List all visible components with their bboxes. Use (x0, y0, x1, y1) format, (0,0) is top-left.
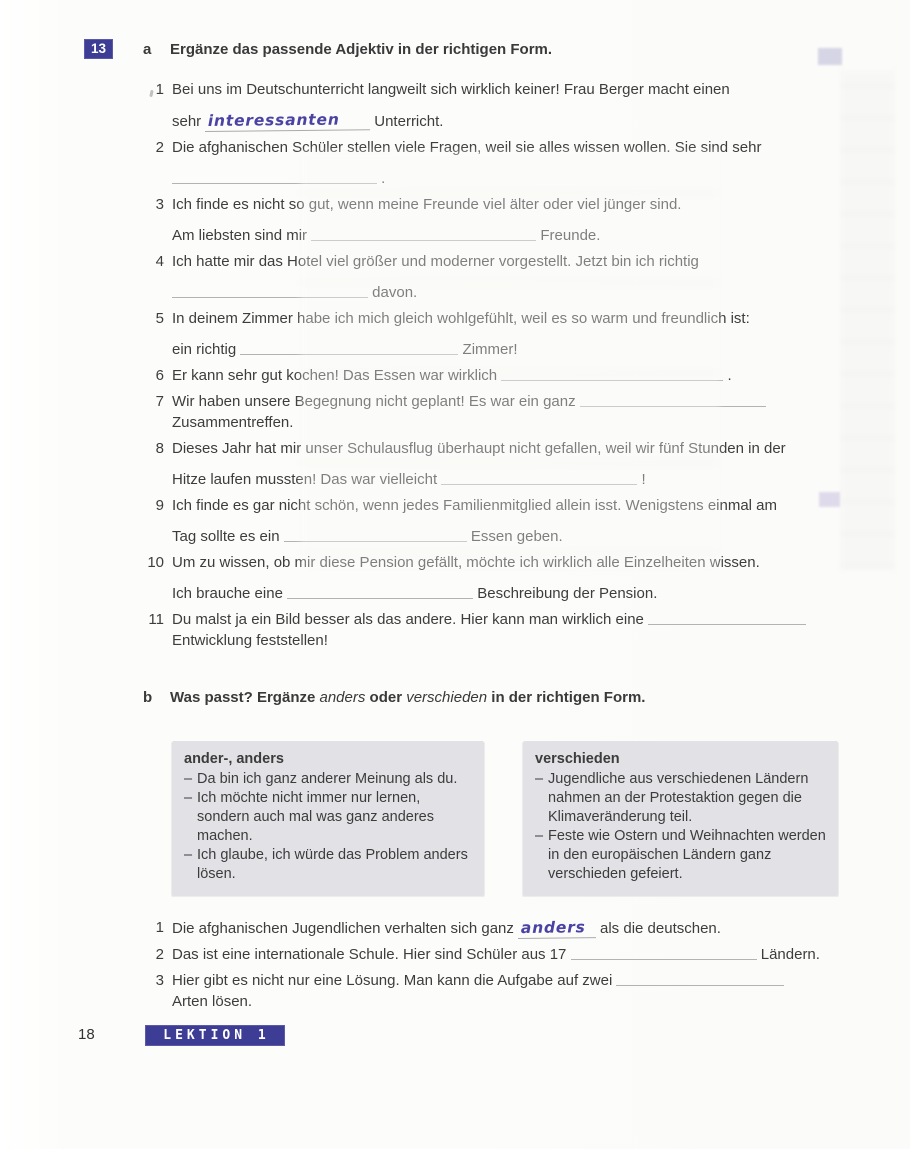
bullet-dash: – (184, 771, 193, 787)
section-title: Ergänze das passende Adjektiv in der richtigen Form. (170, 41, 553, 58)
item-number: 1 (155, 81, 164, 98)
text-segment: Die afghanischen Schüler stellen viele Fragen, weil sie alles wissen wollen. Sie sind sehr (172, 139, 762, 156)
text-segment: Ich brauche eine (172, 585, 288, 602)
item-line (172, 945, 858, 965)
exercise-item (143, 366, 858, 386)
handwritten-answer: anders (518, 917, 596, 939)
italic-word: verschieden (406, 689, 488, 706)
item-number: 2 (155, 139, 164, 156)
item-body (172, 496, 858, 547)
item-line (172, 553, 858, 573)
text-segment: Ländern. (756, 946, 820, 963)
item-body (172, 918, 858, 939)
exercise-item (143, 252, 858, 303)
item-body (172, 195, 858, 246)
answer-blank (287, 584, 473, 599)
section-title (170, 688, 858, 708)
text-segment: Am liebsten sind mir (172, 227, 312, 244)
item-number: 3 (155, 196, 164, 213)
item-line (172, 992, 858, 1012)
bullet-dash: – (184, 847, 193, 863)
exercise-item (143, 496, 858, 547)
text-segment: davon. (368, 284, 418, 301)
item-line (172, 631, 858, 651)
text-segment: Entwicklung feststellen! (172, 632, 328, 649)
item-body (172, 392, 858, 433)
text-segment: . (377, 170, 386, 187)
text-segment: Wir haben unsere Begegnung nicht geplant! Es war ein ganz (172, 393, 580, 410)
item-line (172, 470, 858, 490)
grammar-box (172, 741, 484, 896)
text-segment: Hitze laufen mussten! Das war vielleicht (172, 471, 442, 488)
item-line (172, 584, 858, 604)
text-segment: Essen geben. (466, 528, 563, 545)
section-b-items (143, 918, 858, 1012)
answer-blank (580, 392, 766, 407)
text-segment: als die deutschen. (595, 920, 721, 937)
text-segment: ! (637, 471, 646, 488)
answer-blank (172, 169, 377, 184)
item-number: 1 (155, 919, 164, 936)
item-line (172, 971, 858, 991)
item-body (172, 366, 858, 386)
item-line (172, 610, 858, 630)
bullet-text: Ich möchte nicht immer nur lernen, sondern auch mal was ganz anderes machen. (197, 790, 434, 844)
item-line (172, 309, 858, 329)
item-number: 11 (148, 611, 164, 628)
item-number: 8 (155, 440, 164, 457)
text-segment: Tag sollte es ein (172, 528, 284, 545)
item-line (172, 413, 858, 433)
item-line (172, 918, 858, 939)
item-body (172, 138, 858, 189)
text-segment: Das ist eine internationale Schule. Hier sind Schüler aus 17 (172, 946, 571, 963)
text-segment: Ich finde es gar nicht schön, wenn jedes Familienmitglied allein isst. Wenigstens einmal am (172, 497, 778, 514)
section-a-heading (143, 40, 858, 60)
text-segment: . (723, 367, 732, 384)
item-number: 9 (155, 497, 164, 514)
italic-word: anders (319, 689, 366, 706)
answer-blank (240, 340, 458, 355)
text-segment: Um zu wissen, ob mir diese Pension gefällt, möchte ich wirklich alle Einzelheiten wissen. (172, 554, 760, 571)
item-line (172, 195, 858, 215)
grammar-box-title: verschieden (535, 751, 620, 767)
bullet-text: Feste wie Ostern und Weihnachten werden in den europäischen Ländern ganz verschieden gefeiert. (548, 828, 826, 882)
exercise-item (143, 971, 858, 1012)
text-segment: Freunde. (536, 227, 601, 244)
section-letter: a (143, 41, 152, 58)
item-line (172, 226, 858, 246)
text-segment: Du malst ja ein Bild besser als das andere. Hier kann man wirklich eine (172, 611, 649, 628)
section-b (143, 688, 858, 1018)
item-line (172, 283, 858, 303)
item-body (172, 252, 858, 303)
text-segment: Ich finde es nicht so gut, wenn meine Freunde viel älter oder viel jünger sind. (172, 196, 682, 213)
item-line (172, 111, 858, 132)
item-line (172, 527, 858, 547)
text-segment: Zimmer! (458, 341, 518, 358)
text-segment: Ich hatte mir das Hotel viel größer und moderner vorgestellt. Jetzt bin ich richtig (172, 253, 699, 270)
grammar-boxes (172, 741, 858, 896)
text-segment: In deinem Zimmer habe ich mich gleich wohlgefühlt, weil es so warm und freundlich ist: (172, 310, 750, 327)
exercise-item (143, 610, 858, 651)
item-line (172, 439, 858, 459)
answer-blank (284, 527, 467, 542)
item-body (172, 610, 858, 651)
text-segment: Die afghanischen Jugendlichen verhalten sich ganz (172, 920, 519, 937)
grammar-example (535, 770, 826, 827)
exercise-item (143, 309, 858, 360)
section-a-items (143, 80, 858, 651)
item-line (172, 252, 858, 272)
answer-blank (311, 226, 536, 241)
item-line (172, 366, 858, 386)
answer-blank (648, 610, 806, 625)
answer-blank (441, 470, 637, 485)
answer-blank (571, 945, 757, 960)
grammar-example (535, 827, 826, 884)
grammar-example (184, 846, 472, 884)
answer-blank (501, 366, 723, 381)
item-number: 4 (155, 253, 164, 270)
grammar-example (184, 789, 472, 846)
exercise-item (143, 392, 858, 433)
bullet-text: Da bin ich ganz anderer Meinung als du. (197, 771, 458, 787)
item-body (172, 945, 858, 965)
item-number: 2 (155, 946, 164, 963)
item-line (172, 138, 858, 158)
answer-blank (172, 283, 368, 298)
item-number: 6 (155, 367, 164, 384)
exercise-item (143, 80, 858, 132)
item-number: 7 (155, 393, 164, 410)
item-line (172, 496, 858, 516)
section-a (143, 40, 858, 657)
text-segment: Bei uns im Deutschunterricht langweilt sich wirklich keiner! Frau Berger macht einen (172, 81, 730, 98)
exercise-item (143, 195, 858, 246)
bullet-dash: – (535, 771, 544, 787)
text-segment: in der richtigen Form. (487, 689, 646, 706)
exercise-item (143, 138, 858, 189)
section-b-heading (143, 688, 858, 708)
bullet-text: Jugendliche aus verschiedenen Ländern nahmen an der Protestaktion gegen die Klimaveränderung teil. (548, 771, 809, 825)
text-segment: oder (365, 689, 407, 706)
handwritten-answer: interessanten (205, 109, 370, 132)
grammar-box-title: ander-, anders (184, 751, 284, 767)
item-line (172, 392, 858, 412)
exercise-item (143, 439, 858, 490)
item-body (172, 80, 858, 132)
text-segment: ein richtig (172, 341, 241, 358)
item-body (172, 439, 858, 490)
page-number: 18 (78, 1026, 95, 1043)
grammar-box (523, 741, 838, 896)
bullet-text: Ich glaube, ich würde das Problem anders lösen. (197, 847, 468, 882)
bullet-dash: – (184, 790, 193, 806)
text-segment: Hier gibt es nicht nur eine Lösung. Man kann die Aufgabe auf zwei (172, 972, 617, 989)
exercise-item (143, 918, 858, 939)
text-segment: Arten lösen. (172, 993, 253, 1010)
text-segment: Er kann sehr gut kochen! Das Essen war wirklich (172, 367, 502, 384)
item-body (172, 971, 858, 1012)
item-body (172, 553, 858, 604)
item-body (172, 309, 858, 360)
bullet-dash: – (535, 828, 544, 844)
lesson-banner: LEKTION 1 (145, 1025, 285, 1046)
item-line (172, 169, 858, 189)
exercise-item (143, 945, 858, 965)
text-segment: Unterricht. (370, 113, 444, 130)
text-segment: sehr (172, 113, 206, 130)
grammar-example (184, 770, 472, 789)
exercise-item (143, 553, 858, 604)
answer-blank (616, 971, 784, 986)
item-number: 5 (155, 310, 164, 327)
item-line (172, 340, 858, 360)
exercise-number-badge: 13 (84, 39, 113, 59)
text-segment: Zusammentreffen. (172, 414, 294, 431)
section-letter: b (143, 689, 153, 706)
text-segment: Dieses Jahr hat mir unser Schulausflug überhaupt nicht gefallen, weil wir fünf Stunden in der (172, 440, 786, 457)
text-segment: Beschreibung der Pension. (473, 585, 658, 602)
item-line (172, 80, 858, 100)
item-number: 10 (147, 554, 164, 571)
text-segment: Was passt? Ergänze (170, 689, 320, 706)
item-number: 3 (155, 972, 164, 989)
